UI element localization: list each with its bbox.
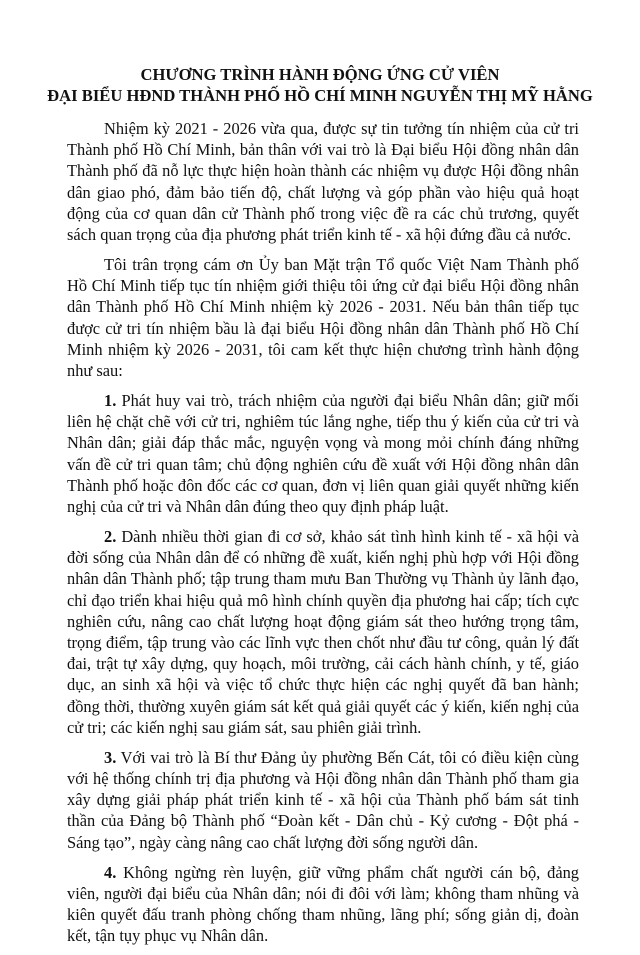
commitment-item-2 bbox=[67, 526, 579, 738]
document-title bbox=[0, 64, 640, 106]
commitment-text: Phát huy vai trò, trách nhiệm của người đại biểu Nhân dân; giữ mối liên hệ chặt chẽ với cử tri, nghiêm túc lắng nghe, tiếp thu ý kiến của cử tri và Nhân dân; giải đáp thắc mắc, nguyện vọng và mong mỏi chính đáng những vấn đề cử tri quan tâm; chủ động nghiên cứu đề xuất với Hội đồng nhân dân Thành phố hoặc đôn đốc các cơ quan, đơn vị liên quan giải quyết những kiến nghị của cử tri và Nhân dân đúng theo quy định pháp luật. bbox=[67, 391, 579, 517]
title-line-2: ĐẠI BIỂU HĐND THÀNH PHỐ HỒ CHÍ MINH NGUYỄN THỊ MỸ HẰNG bbox=[47, 86, 593, 105]
commitment-item-3 bbox=[67, 747, 579, 853]
commitment-item-4 bbox=[67, 862, 579, 947]
commitment-number: 1. bbox=[104, 391, 117, 411]
commitment-number: 3. bbox=[104, 747, 117, 767]
commitment-number: 2. bbox=[104, 527, 117, 547]
intro-paragraph-1: Nhiệm kỳ 2021 - 2026 vừa qua, được sự tin tưởng tín nhiệm của cử tri Thành phố Hồ Chí Minh, bản thân với vai trò là Đại biểu Hội đồng nhân dân Thành phố đã nỗ lực thực hiện hoàn thành các nhiệm vụ được Hội đồng nhân dân giao phó, đảm bảo tiến độ, chất lượng và góp phần vào hiệu quả hoạt động của cơ quan dân cử Thành phố trong việc đề ra các chủ trương, quyết sách quan trọng của địa phương phát triển kinh tế - xã hội đứng đầu cả nước. bbox=[67, 119, 579, 245]
commitment-item-1 bbox=[67, 390, 579, 517]
commitment-text: Dành nhiều thời gian đi cơ sở, khảo sát tình hình kinh tế - xã hội và đời sống của Nhân dân để có những đề xuất, kiến nghị phù hợp với Hội đồng nhân dân Thành phố; tập trung tham mưu Ban Thường vụ Thành ủy lãnh đạo, chỉ đạo triển khai hiệu quả mô hình chính quyền địa phương hai cấp; tích cực nghiên cứu, nâng cao chất lượng hoạt động giám sát theo hướng trọng tâm, trọng điểm, tập trung vào các lĩnh vực then chốt như đầu tư công, quản lý đất đai, trật tự xây dựng, quy hoạch, môi trường, cải cách hành chính, y tế, giáo dục, an sinh xã hội và việc tổ chức thực hiện các nghị quyết đã ban hành; đồng thời, thường xuyên giám sát kết quả giải quyết các ý kiến, kiến nghị của cử tri; các kiến nghị sau giám sát, sau phiên giải trình. bbox=[67, 527, 579, 737]
intro-paragraph-2: Tôi trân trọng cám ơn Ủy ban Mặt trận Tổ quốc Việt Nam Thành phố Hồ Chí Minh tiếp tục tín nhiệm giới thiệu tôi ứng cử đại biểu Hội đồng nhân dân Thành phố Hồ Chí Minh nhiệm kỳ 2026 - 2031. Nếu bản thân tiếp tục được cử tri tín nhiệm bầu là đại biểu Hội đồng nhân dân Thành phố Hồ Chí Minh nhiệm kỳ 2026 - 2031, tôi cam kết thực hiện chương trình hành động như sau: bbox=[67, 255, 579, 381]
commitment-text: Với vai trò là Bí thư Đảng ủy phường Bến Cát, tôi có điều kiện cùng với hệ thống chính trị địa phương và Hội đồng nhân dân Thành phố tham gia xây dựng giải pháp phát triển kinh tế - xã hội của Thành phố bám sát tinh thần của Đảng bộ Thành phố “Đoàn kết - Dân chủ - Kỷ cương - Đột phá - Sáng tạo”, ngày càng nâng cao chất lượng đời sống người dân. bbox=[67, 747, 579, 852]
commitment-text: Không ngừng rèn luyện, giữ vững phẩm chất người cán bộ, đảng viên, người đại biểu của Nhân dân; nói đi đôi với làm; không tham nhũng và kiên quyết đấu tranh phòng chống tham nhũng, lãng phí; sống giản dị, đoàn kết, tận tụy phục vụ Nhân dân. bbox=[67, 862, 579, 946]
title-line-1: CHƯƠNG TRÌNH HÀNH ĐỘNG ỨNG CỬ VIÊN bbox=[140, 65, 500, 84]
commitment-number: 4. bbox=[104, 862, 117, 882]
document-body bbox=[67, 118, 579, 955]
